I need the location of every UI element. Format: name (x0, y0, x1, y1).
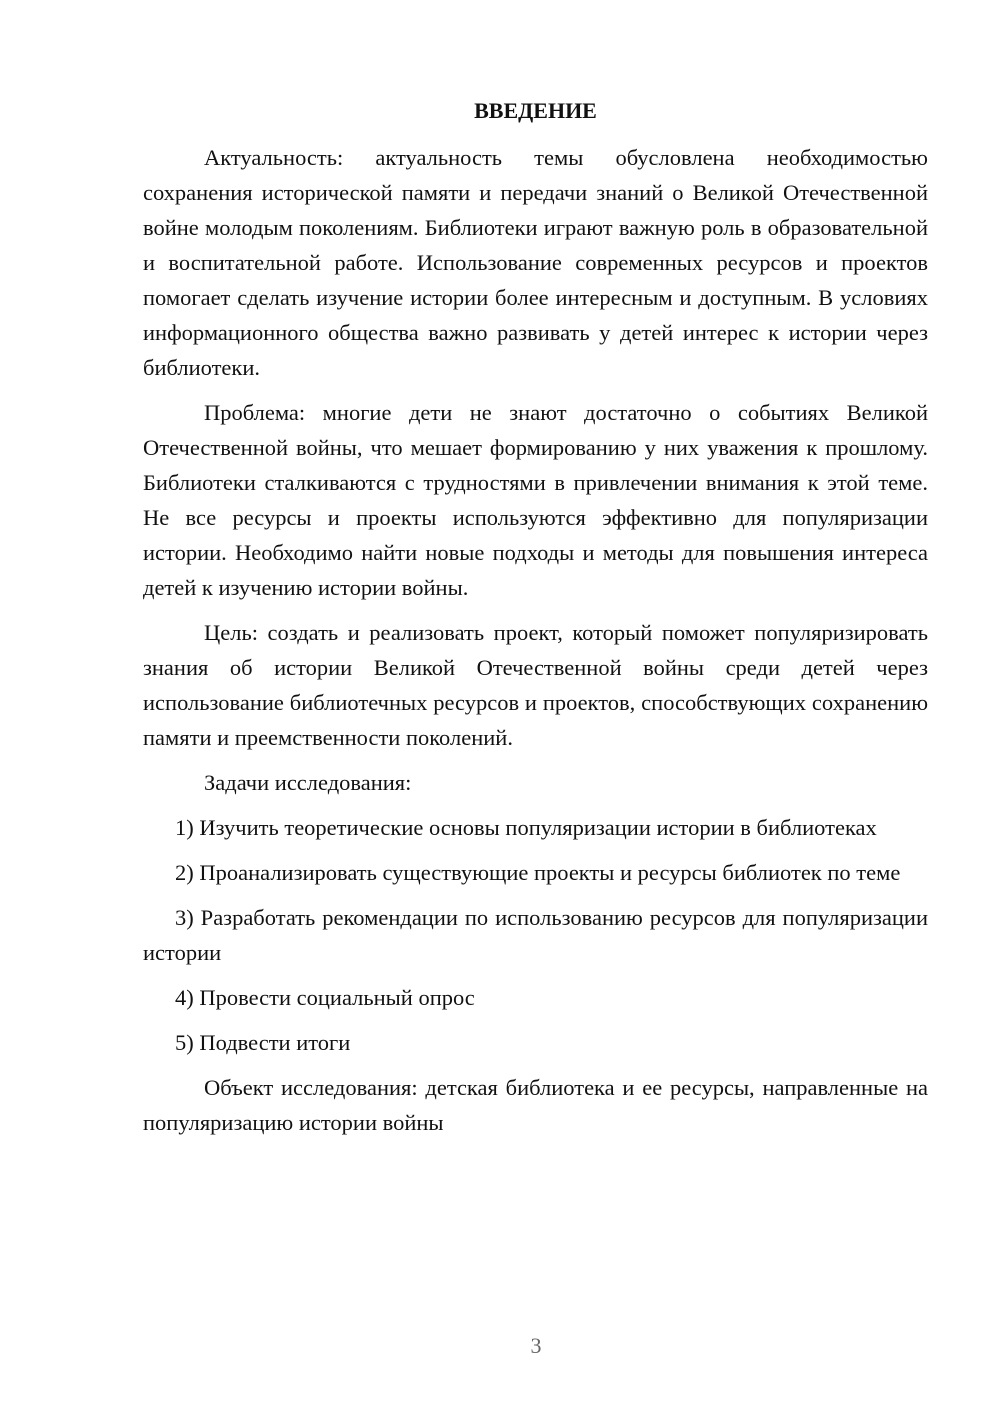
task-item: 5) Подвести итоги (175, 1030, 351, 1055)
task-item: 1) Изучить теоретические основы популяризации истории в библиотеках (175, 815, 877, 840)
object-paragraph: Объект исследования: детская библиотека и ее ресурсы, направленные на популяризацию истории войны (143, 1075, 928, 1135)
task-item: 3) Разработать рекомендации по использованию ресурсов для популяризации истории (143, 905, 928, 965)
goal-paragraph: Цель: создать и реализовать проект, который поможет популяризировать знания об истории Великой Отечественной войны среди детей через использование библиотечных ресурсов и проектов, способствующих сохранению памяти и преемственности поколений. (143, 620, 928, 750)
section-heading: ВВЕДЕНИЕ (474, 98, 597, 123)
tasks-title: Задачи исследования: (204, 770, 412, 795)
page-content (143, 94, 928, 1150)
task-item: 2) Проанализировать существующие проекты и ресурсы библиотек по теме (175, 860, 901, 885)
tasks-list (143, 810, 928, 1060)
relevance-paragraph: Актуальность: актуальность темы обусловлена необходимостью сохранения исторической памяти и передачи знаний о Великой Отечественной войне молодым поколениям. Библиотеки играют важную роль в образовательной и воспитательной работе. Использование современных ресурсов и проектов помогает сделать изучение истории более интересным и доступным. В условиях информационного общества важно развивать у детей интерес к истории через библиотеки. (143, 145, 928, 380)
task-item: 4) Провести социальный опрос (175, 985, 475, 1010)
problem-paragraph: Проблема: многие дети не знают достаточно о событиях Великой Отечественной войны, что мешает формированию у них уважения к прошлому. Библиотеки сталкиваются с трудностями в привлечении внимания к этой теме. Не все ресурсы и проекты используются эффективно для популяризации истории. Необходимо найти новые подходы и методы для повышения интереса детей к изучению истории войны. (143, 400, 928, 600)
page-number: 3 (530, 1333, 542, 1358)
